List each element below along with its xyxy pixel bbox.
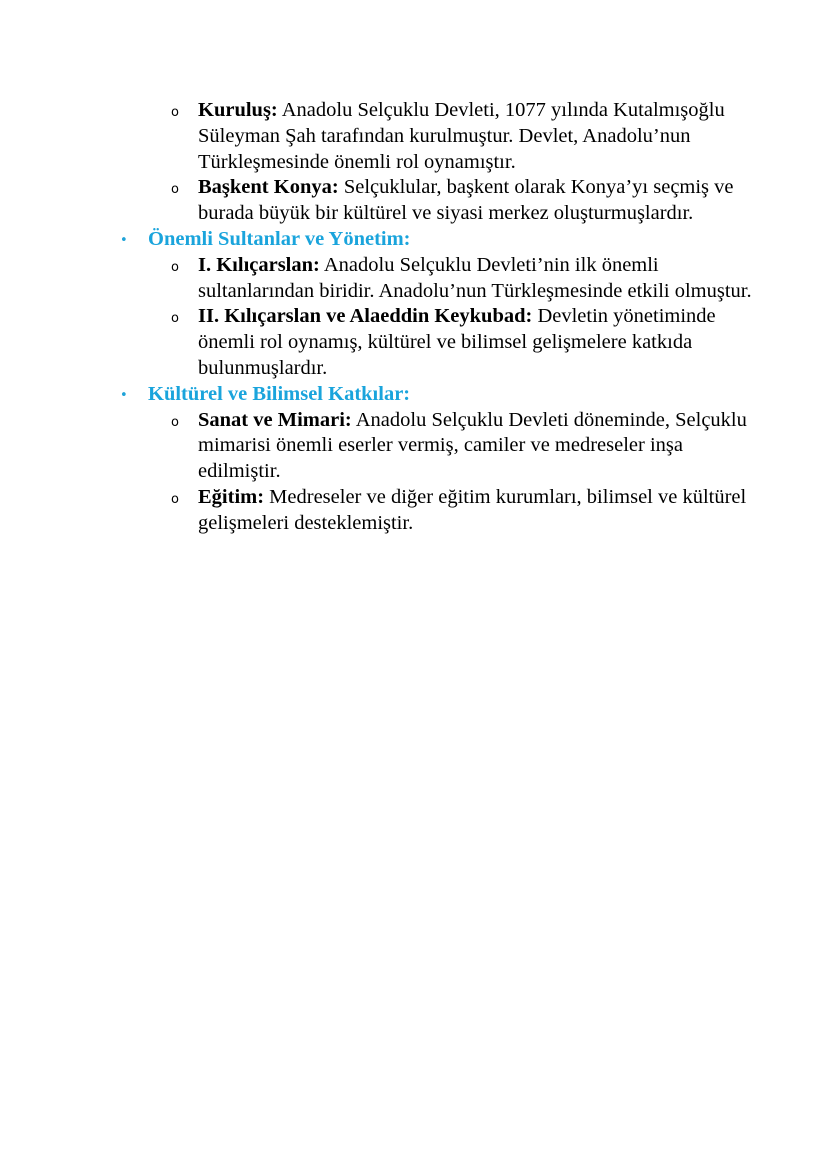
list-item-kilicarslan-1	[168, 253, 752, 305]
document-content	[112, 98, 752, 537]
kulturel-sublist	[112, 408, 752, 537]
sultanlar-sublist	[112, 253, 752, 382]
item-text: Selçuklular, başkent olarak Konya’yı seçmiş ve burada büyük bir kültürel ve siyasi merkez oluşturmuşlardır.	[198, 176, 734, 225]
section-list	[112, 382, 752, 408]
item-term: Başkent Konya:	[198, 176, 339, 199]
hollow-bullet-icon: o	[171, 259, 179, 275]
item-text: Anadolu Selçuklu Devleti, 1077 yılında Kutalmışoğlu Süleyman Şah tarafından kurulmuştur. Devlet, Anadolu’nun Türkleşmesinde önemli rol oynamıştır.	[198, 99, 725, 173]
hollow-bullet-icon: o	[171, 182, 179, 198]
item-term: Kuruluş:	[198, 99, 278, 121]
section-list	[112, 227, 752, 253]
hollow-bullet-icon: o	[171, 414, 179, 430]
list-item-sanat-mimari	[168, 408, 752, 485]
item-text: Devletin yönetiminde önemli rol oynamış, kültürel ve bilimsel gelişmelere katkıda bulunmuşlardır.	[198, 305, 716, 379]
item-text: Medreseler ve diğer eğitim kurumları, bilimsel ve kültürel gelişmeleri desteklemiştir.	[198, 485, 747, 534]
item-term: Sanat ve Mimari:	[198, 408, 352, 431]
section-heading: Kültürel ve Bilimsel Katkılar:	[148, 382, 411, 405]
list-item-kilicarslan-2-keykubad	[168, 304, 752, 381]
item-term: I. Kılıçarslan:	[198, 253, 320, 276]
filled-bullet-icon: •	[120, 387, 128, 403]
list-item-egitim	[168, 485, 752, 537]
item-term: Eğitim:	[198, 485, 265, 508]
filled-bullet-icon: •	[120, 232, 128, 248]
intro-sublist	[112, 98, 752, 227]
list-item-kurulus	[168, 98, 752, 175]
item-term: II. Kılıçarslan ve Alaeddin Keykubad:	[198, 305, 533, 328]
item-text: Anadolu Selçuklu Devleti’nin ilk önemli sultanlarından biridir. Anadolu’nun Türkleşmesinde etkili olmuştur.	[198, 253, 752, 302]
list-item-baskent-konya	[168, 175, 752, 227]
section-sultanlar	[112, 227, 752, 253]
hollow-bullet-icon: o	[171, 105, 179, 120]
section-heading: Önemli Sultanlar ve Yönetim:	[148, 227, 411, 250]
hollow-bullet-icon: o	[171, 491, 179, 507]
item-text: Anadolu Selçuklu Devleti döneminde, Selçuklu mimarisi önemli eserler vermiş, camiler ve medreseler inşa edilmiştir.	[198, 408, 747, 483]
hollow-bullet-icon: o	[171, 311, 179, 327]
section-kulturel	[112, 382, 752, 408]
